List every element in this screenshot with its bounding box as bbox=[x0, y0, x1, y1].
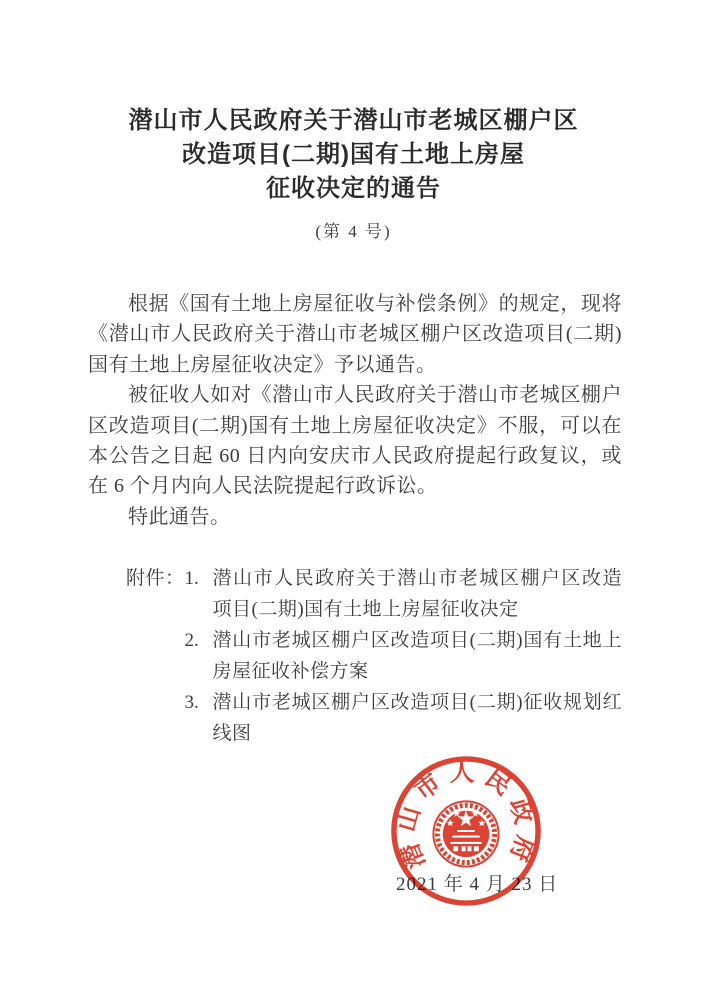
seal-text: 潜山市人民政府 bbox=[392, 759, 540, 873]
attachment-item bbox=[185, 563, 622, 625]
official-seal bbox=[387, 752, 545, 910]
notice-body bbox=[88, 289, 622, 749]
body-paragraph: 根据《国有土地上房屋征收与补偿条例》的规定，现将《潜山市人民政府关于潜山市老城区棚户区改造项目(二期)国有土地上房屋征收决定》予以通告。 bbox=[88, 293, 622, 376]
attachment-number: 1. bbox=[184, 568, 199, 590]
notice-title-line: 潜山市人民政府关于潜山市老城区棚户区 bbox=[128, 107, 579, 134]
attachments-section bbox=[88, 563, 622, 749]
attachment-text: 潜山市老城区棚户区改造项目(二期)国有土地上房屋征收补偿方案 bbox=[212, 630, 622, 683]
notice-title-line: 改造项目(二期)国有土地上房屋 bbox=[182, 141, 525, 168]
issue-date: 2021 年 4 月 23 日 bbox=[396, 874, 559, 895]
attachment-text: 潜山市老城区棚户区改造项目(二期)征收规划红线图 bbox=[212, 692, 622, 745]
national-emblem-icon bbox=[433, 801, 498, 866]
attachments-list bbox=[185, 563, 622, 749]
body-paragraph: 被征收人如对《潜山市人民政府关于潜山市老城区棚户区改造项目(二期)国有土地上房屋征收决定》不服，可以在本公告之日起 60 日内向安庆市人民政府提起行政复议，或在 6 个月内向人民法院提起行政诉讼。 bbox=[88, 384, 622, 498]
doc-number: (第 4 号) bbox=[315, 222, 392, 241]
attachment-number: 3. bbox=[184, 692, 199, 714]
attachment-number: 2. bbox=[184, 630, 199, 652]
attachments-label: 附件： bbox=[126, 568, 185, 590]
notice-title-line: 征收决定的通告 bbox=[266, 175, 441, 202]
attachment-text: 潜山市人民政府关于潜山市老城区棚户区改造项目(二期)国有土地上房屋征收决定 bbox=[212, 568, 622, 621]
closing-paragraph: 特此通告。 bbox=[128, 505, 231, 528]
attachment-item bbox=[185, 687, 622, 749]
notice-title bbox=[0, 0, 707, 206]
attachment-item bbox=[185, 625, 622, 687]
